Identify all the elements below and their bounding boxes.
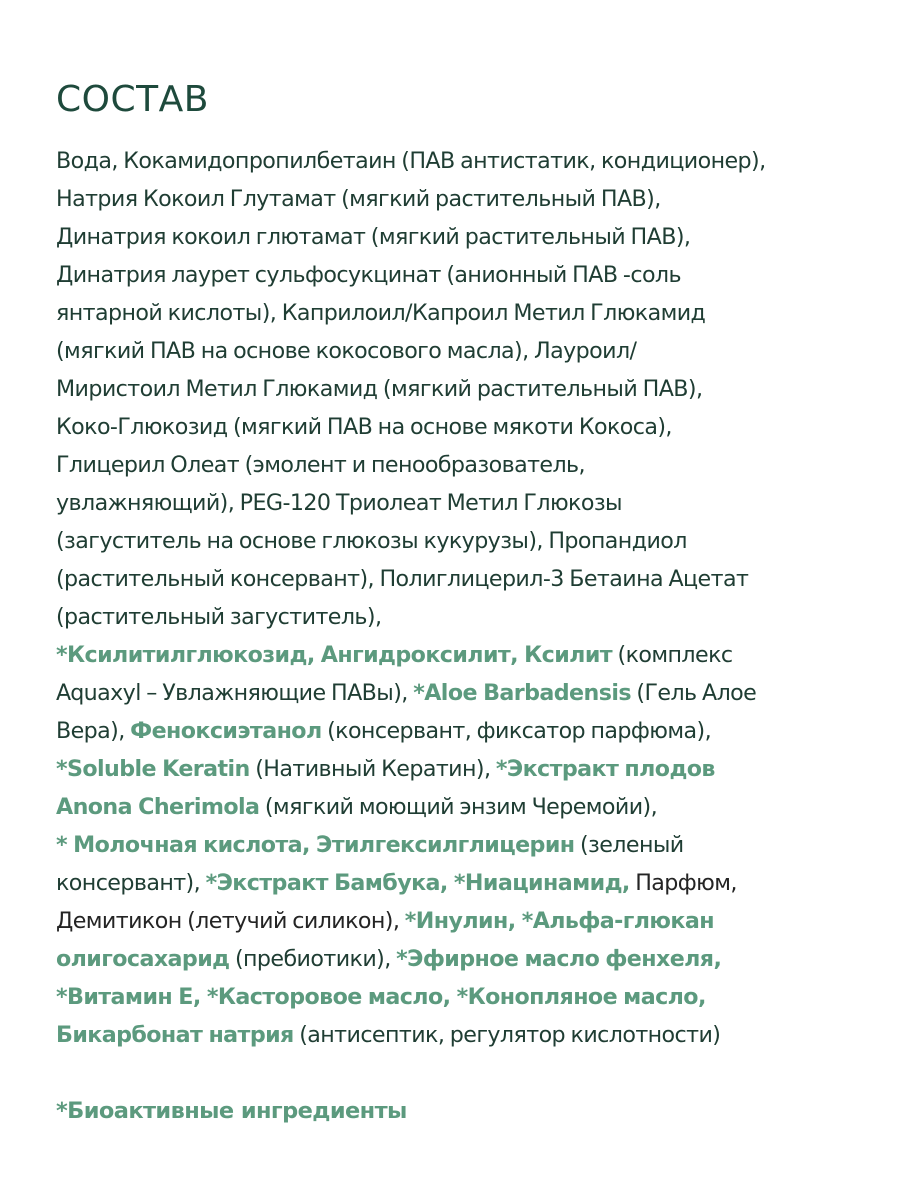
- bioactive-ingredient: олигосахарид: [56, 946, 230, 972]
- ingredient-text: увлажняющий), PEG-120 Триолеат Метил Глюкозы: [56, 490, 622, 516]
- ingredients-line: [56, 1016, 720, 1054]
- ingredient-text: Динатрия лаурет сульфосукцинат (анионный ПАВ -соль: [56, 262, 681, 288]
- ingredient-text: Демитикон (летучий силикон),: [56, 908, 405, 934]
- ingredients-line: [56, 788, 657, 826]
- bioactive-ingredient: *Soluble Keratin: [56, 756, 250, 782]
- ingredients-line: [56, 826, 684, 864]
- ingredient-text: Aquaxyl – Увлажняющие ПАВы),: [56, 680, 414, 706]
- ingredients-line: [56, 408, 672, 446]
- ingredient-text: (антисептик, регулятор кислотности): [293, 1022, 721, 1048]
- bioactive-ingredient: * Молочная кислота, Этилгексилглицерин: [56, 832, 575, 858]
- ingredient-text: Парфюм,: [629, 870, 737, 896]
- ingredient-text: Глицерил Олеат (эмолент и пенообразователь,: [56, 452, 585, 478]
- ingredient-text: Вера),: [56, 718, 131, 744]
- bioactive-ingredient: *Витамин Е, *Касторовое масло, *Конопляное масло,: [56, 984, 706, 1010]
- bioactive-ingredient: Феноксиэтанол: [130, 718, 322, 744]
- ingredients-line: [56, 370, 702, 408]
- bioactive-ingredient: *Экстракт плодов: [495, 756, 715, 782]
- bioactive-ingredient: Anona Cherimola: [56, 794, 260, 820]
- ingredients-line: [56, 978, 706, 1016]
- ingredient-text: (зеленый: [574, 832, 684, 858]
- ingredient-text: (загуститель на основе глюкозы кукурузы), Пропандиол: [56, 528, 687, 554]
- ingredient-text: Динатрия кокоил глютамат (мягкий растительный ПАВ),: [56, 224, 691, 250]
- bioactive-ingredient: *Эфирное масло фенхеля,: [396, 946, 722, 972]
- ingredients-line: [56, 218, 690, 256]
- ingredients-line: [56, 674, 756, 712]
- ingredient-text: (комплекс: [612, 642, 733, 668]
- ingredients-line: [56, 332, 636, 370]
- ingredients-line: [56, 484, 622, 522]
- ingredients-line: [56, 712, 711, 750]
- bioactive-ingredient: *Экстракт Бамбука, *Ниацинамид,: [205, 870, 630, 896]
- ingredients-line: [56, 142, 766, 180]
- ingredients-list: [56, 142, 900, 1054]
- page-title: СОСТАВ: [56, 79, 209, 120]
- ingredients-line: [56, 636, 732, 674]
- ingredients-line: [56, 180, 661, 218]
- ingredient-text: (мягкий моющий энзим Черемойи),: [259, 794, 658, 820]
- ingredient-text: (мягкий ПАВ на основе кокосового масла), Лауроил/: [56, 338, 637, 364]
- ingredients-line: [56, 294, 705, 332]
- bioactive-ingredient: *Ксилитилглюкозид, Ангидроксилит, Ксилит: [56, 642, 613, 668]
- ingredient-text: консервант),: [56, 870, 206, 896]
- ingredients-line: [56, 446, 585, 484]
- ingredients-line: [56, 902, 714, 940]
- ingredients-line: [56, 522, 687, 560]
- ingredient-text: (Нативный Кератин),: [249, 756, 496, 782]
- ingredient-text: (растительный загуститель),: [56, 604, 382, 630]
- bioactive-ingredient: *Aloe Barbadensis: [413, 680, 631, 706]
- ingredient-text: (консервант, фиксатор парфюма),: [321, 718, 712, 744]
- ingredients-line: [56, 940, 721, 978]
- bioactive-ingredient: *Инулин, *Альфа-глюкан: [404, 908, 714, 934]
- ingredient-text: (пребиотики),: [229, 946, 397, 972]
- ingredients-line: [56, 256, 681, 294]
- ingredient-text: (Гель Алое: [630, 680, 757, 706]
- ingredient-text: Коко-Глюкозид (мягкий ПАВ на основе мякоти Кокоса),: [56, 414, 672, 440]
- ingredient-text: янтарной кислоты), Каприлоил/Капроил Метил Глюкамид: [56, 300, 706, 326]
- ingredient-text: Вода, Кокамидопропилбетаин (ПАВ антистатик, кондиционер),: [56, 148, 766, 174]
- ingredient-text: Миристоил Метил Глюкамид (мягкий растительный ПАВ),: [56, 376, 703, 402]
- ingredients-line: [56, 864, 737, 902]
- ingredients-line: [56, 598, 381, 636]
- bioactive-ingredient: Бикарбонат натрия: [56, 1022, 294, 1048]
- bioactive-footnote: *Биоактивные ингредиенты: [56, 1098, 407, 1124]
- ingredient-text: (растительный консервант), Полиглицерил-3 Бетаина Ацетат: [56, 566, 749, 592]
- ingredients-line: [56, 750, 715, 788]
- ingredients-line: [56, 560, 748, 598]
- ingredient-text: Натрия Кокоил Глутамат (мягкий растительный ПАВ),: [56, 186, 661, 212]
